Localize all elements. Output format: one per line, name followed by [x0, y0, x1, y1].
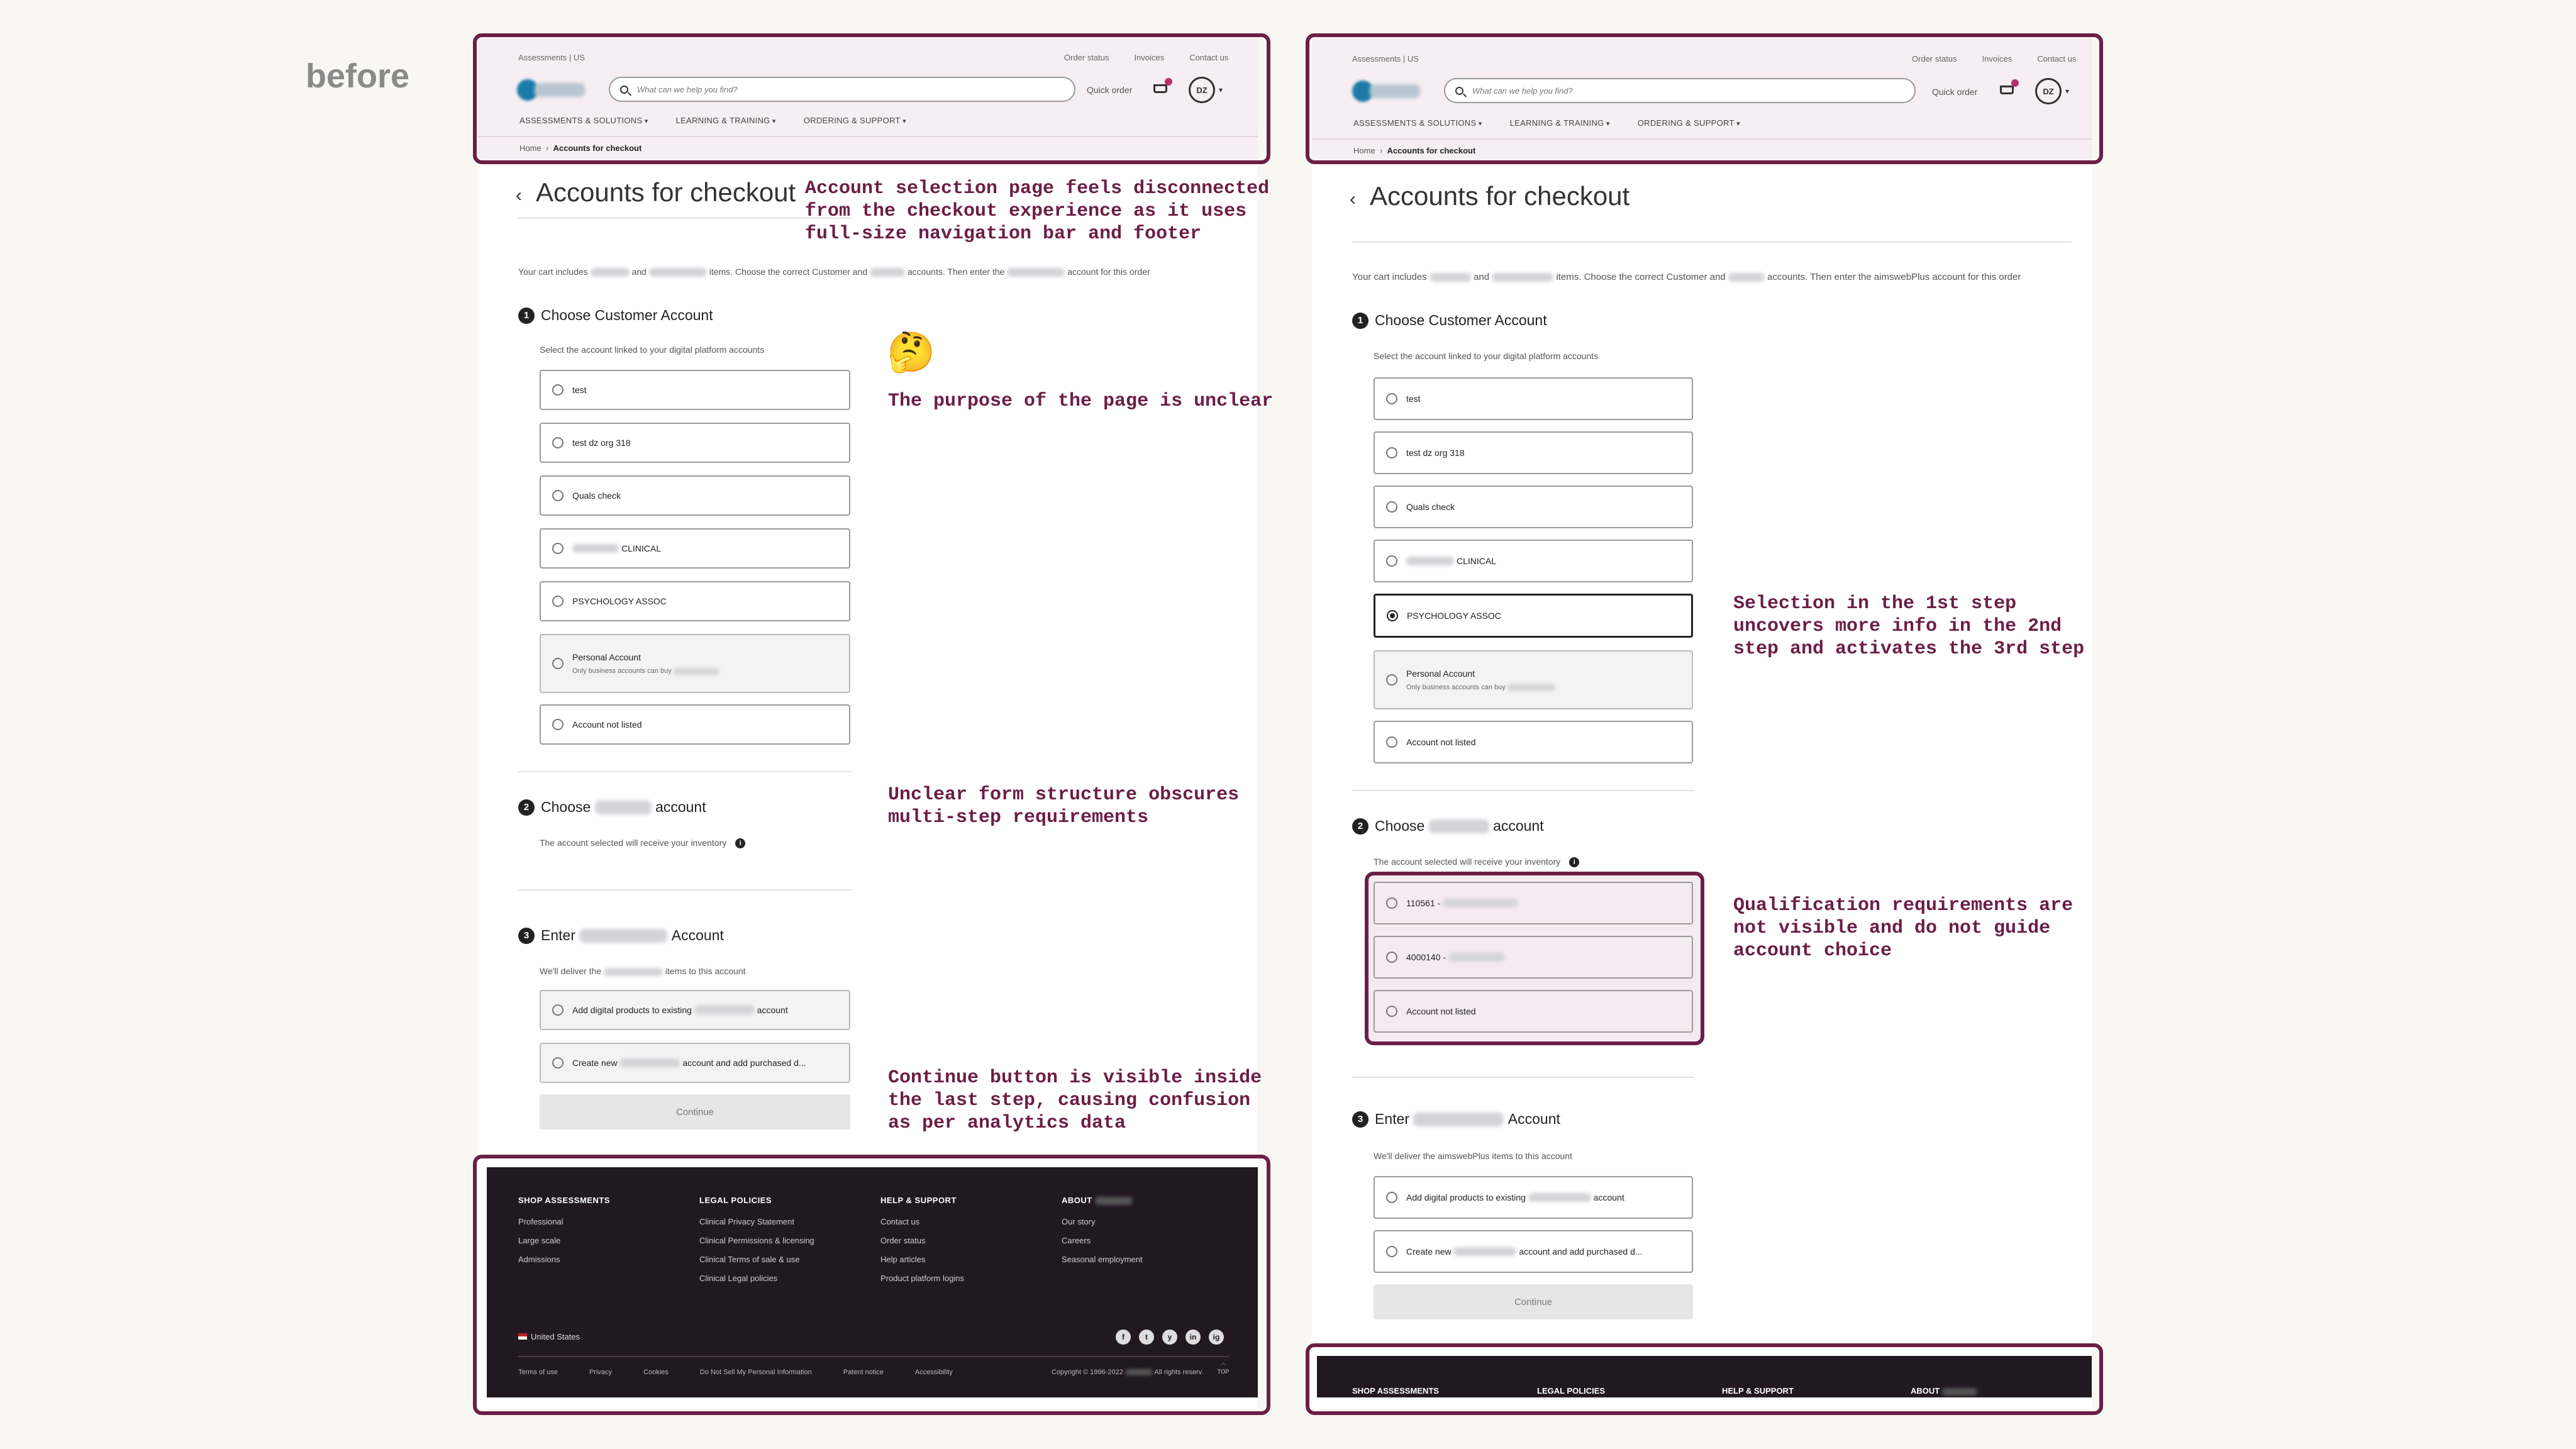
highlight-nav — [473, 33, 1270, 164]
breadcrumb-home[interactable]: Home — [519, 143, 541, 153]
nav-learning[interactable]: LEARNING & TRAINING ▾ — [676, 116, 776, 125]
inventory-account-not-listed[interactable]: Account not listed — [1374, 990, 1693, 1033]
footer-col-about: ABOUT Our story Careers Seasonal employment — [1062, 1196, 1143, 1264]
divider — [518, 771, 852, 772]
nav-learning[interactable]: LEARNING & TRAINING ▾ — [1510, 118, 1610, 128]
instagram-icon[interactable]: ig — [1209, 1330, 1224, 1345]
contact-link[interactable]: Contact us — [1189, 53, 1229, 62]
chevron-down-icon[interactable]: ▾ — [2065, 87, 2070, 96]
breadcrumb-current: Accounts for checkout — [553, 143, 642, 153]
linkedin-icon[interactable]: in — [1185, 1330, 1201, 1345]
thinking-emoji: 🤔 — [887, 331, 936, 374]
intro-text: Your cart includes and items. Choose the correct Customer and accounts. Then enter the account for this order — [518, 267, 1150, 277]
radio[interactable] — [1386, 555, 1397, 567]
youtube-icon[interactable]: y — [1162, 1330, 1177, 1345]
new-account-option[interactable]: Create new account and add purchased d... — [1374, 1230, 1693, 1273]
order-status-link[interactable]: Order status — [1912, 54, 1957, 64]
highlight-footer — [473, 1155, 1270, 1415]
radio[interactable] — [552, 596, 564, 607]
page-title: ‹ Accounts for checkout — [1350, 181, 1630, 211]
chevron-down-icon[interactable]: ▾ — [1219, 86, 1223, 94]
annotation-structure: Unclear form structure obscures multi-step requirements — [888, 784, 1240, 828]
radio[interactable] — [1386, 674, 1397, 686]
radio[interactable] — [1386, 1192, 1397, 1203]
account-option-test[interactable]: test — [540, 370, 850, 410]
account-option-psychology[interactable]: PSYCHOLOGY ASSOC — [1374, 594, 1693, 638]
radio[interactable] — [552, 1004, 564, 1016]
continue-button[interactable]: Continue — [540, 1094, 850, 1130]
radio[interactable] — [1386, 897, 1397, 909]
step-3-title: 3 Enter Account — [1352, 1111, 1560, 1128]
account-option-personal[interactable]: Personal Account Only business accounts can buy — [1374, 650, 1693, 709]
footer-col-legal: LEGAL POLICIES — [1537, 1386, 1606, 1396]
info-icon[interactable]: i — [735, 838, 745, 848]
breadcrumb-current: Accounts for checkout — [1387, 146, 1476, 155]
account-option-test[interactable]: test — [1374, 377, 1693, 420]
intro-text: Your cart includes and items. Choose the correct Customer and accounts. Then enter the aimswebPlus account for this order — [1352, 272, 2021, 282]
twitter-icon[interactable]: t — [1139, 1330, 1154, 1345]
facebook-icon[interactable]: f — [1116, 1330, 1131, 1345]
step-2-title: 2 Choose account — [1352, 818, 1544, 835]
footer-col-shop: SHOP ASSESSMENTS Professional Large scale Admissions — [518, 1196, 610, 1264]
radio[interactable] — [552, 719, 564, 730]
back-chevron-icon[interactable]: ‹ — [1350, 189, 1356, 209]
search-input[interactable]: What can we help you find? — [1444, 78, 1916, 103]
account-option-quals[interactable]: Quals check — [540, 475, 850, 516]
radio[interactable] — [1386, 393, 1397, 404]
footer-col-legal: LEGAL POLICIES Clinical Privacy Statement Clinical Permissions & licensing Clinical Terms of sale & use Clinical Legal policies — [699, 1196, 814, 1283]
radio[interactable] — [1386, 1246, 1397, 1257]
step-3-subtitle: We'll deliver the aimswebPlus items to this account — [1374, 1151, 1572, 1161]
nav-ordering[interactable]: ORDERING & SUPPORT ▾ — [1638, 118, 1740, 128]
invoices-link[interactable]: Invoices — [1134, 53, 1165, 62]
step-3-title: 3 Enter Account — [518, 927, 724, 944]
inventory-account-option-2[interactable]: 4000140 - — [1374, 936, 1693, 979]
invoices-link[interactable]: Invoices — [1982, 54, 2012, 64]
step-2-title: 2 Choose account — [518, 799, 706, 816]
account-option-personal[interactable]: Personal Account Only business accounts can buy — [540, 634, 850, 693]
highlight-nav — [1306, 33, 2103, 164]
breadcrumb: Home › Accounts for checkout — [519, 143, 642, 153]
existing-account-option[interactable]: Add digital products to existing account — [540, 990, 850, 1030]
radio[interactable] — [1386, 736, 1397, 748]
info-icon[interactable]: i — [1569, 857, 1579, 867]
account-option-quals[interactable]: Quals check — [1374, 486, 1693, 528]
account-option-not-listed[interactable]: Account not listed — [540, 704, 850, 745]
copyright: Copyright © 1996-2022 All rights reserv. — [1052, 1368, 1204, 1376]
account-option-clinical[interactable]: CLINICAL — [1374, 540, 1693, 582]
breadcrumb-home[interactable]: Home — [1353, 146, 1375, 155]
radio[interactable] — [1386, 501, 1397, 513]
continue-button[interactable]: Continue — [1374, 1284, 1693, 1319]
utility-label: Assessments | US — [518, 53, 585, 62]
account-option-not-listed[interactable]: Account not listed — [1374, 721, 1693, 763]
step-2-subtitle: The account selected will receive your inventory i — [540, 838, 745, 848]
step-1-title: 1 Choose Customer Account — [1352, 312, 1547, 329]
radio-selected[interactable] — [1387, 610, 1398, 621]
avatar[interactable]: DZ — [2035, 78, 2062, 104]
radio[interactable] — [1386, 447, 1397, 458]
radio[interactable] — [552, 543, 564, 554]
step-2-subtitle: The account selected will receive your inventory i — [1374, 857, 1579, 867]
footer-col-shop: SHOP ASSESSMENTS — [1352, 1386, 1439, 1396]
annotation-selection: Selection in the 1st step uncovers more info in the 2nd step and activates the 3rd step — [1733, 593, 2085, 660]
existing-account-option[interactable]: Add digital products to existing account — [1374, 1176, 1693, 1219]
avatar[interactable]: DZ — [1189, 77, 1215, 103]
step-3-subtitle: We'll deliver the items to this account — [540, 966, 746, 976]
utility-label: Assessments | US — [1352, 54, 1419, 64]
contact-link[interactable]: Contact us — [2037, 54, 2077, 64]
annotation-purpose: The purpose of the page is unclear — [888, 391, 1274, 412]
divider — [518, 889, 852, 891]
radio[interactable] — [552, 490, 564, 501]
divider — [1352, 790, 1694, 791]
annotation-qualification: Qualification requirements are not visible and do not guide account choice — [1733, 895, 2074, 962]
nav-assessments[interactable]: ASSESSMENTS & SOLUTIONS ▾ — [519, 116, 648, 125]
highlight-footer — [1306, 1343, 2103, 1415]
nav-assessments[interactable]: ASSESSMENTS & SOLUTIONS ▾ — [1353, 118, 1482, 128]
radio[interactable] — [1386, 952, 1397, 963]
back-to-top-button[interactable]: ︿ TOP — [1218, 1360, 1230, 1375]
divider — [1352, 242, 2072, 243]
footer-legal-links: Terms of use Privacy Cookies Do Not Sell My Personal Information Patent notice Accessibility — [518, 1368, 953, 1376]
account-option-psychology[interactable]: PSYCHOLOGY ASSOC — [540, 581, 850, 621]
step-1-subtitle: Select the account linked to your digital platform accounts — [540, 345, 765, 355]
back-chevron-icon[interactable]: ‹ — [516, 185, 522, 206]
inventory-account-option-1[interactable]: 110561 - — [1374, 882, 1693, 924]
radio[interactable] — [1386, 1006, 1397, 1017]
radio[interactable] — [552, 1057, 564, 1069]
radio[interactable] — [552, 658, 564, 669]
divider — [518, 218, 852, 219]
new-account-option[interactable]: Create new account and add purchased d... — [540, 1043, 850, 1083]
search-input[interactable]: What can we help you find? — [609, 77, 1075, 102]
footer-col-help: HELP & SUPPORT Contact us Order status Help articles Product platform logins — [880, 1196, 964, 1283]
annotation-nav: Account selection page feels disconnected from the checkout experience as it uses full-size navigation bar and footer — [805, 178, 1270, 245]
step-1-subtitle: Select the account linked to your digital platform accounts — [1374, 351, 1599, 361]
account-option-test-dz[interactable]: test dz org 318 — [1374, 431, 1693, 474]
country-selector[interactable]: United States — [518, 1332, 580, 1341]
quick-order-link[interactable]: Quick order — [1932, 87, 1978, 97]
nav-ordering[interactable]: ORDERING & SUPPORT ▾ — [804, 116, 906, 125]
account-option-clinical[interactable]: CLINICAL — [540, 528, 850, 569]
annotation-continue: Continue button is visible inside the last step, causing confusion as per analytics data — [888, 1067, 1262, 1134]
radio[interactable] — [552, 437, 564, 448]
footer-col-about: ABOUT — [1911, 1386, 1977, 1396]
footer-col-help: HELP & SUPPORT — [1722, 1386, 1794, 1396]
radio[interactable] — [552, 384, 564, 396]
quick-order-link[interactable]: Quick order — [1087, 85, 1133, 95]
breadcrumb: Home › Accounts for checkout — [1353, 146, 1476, 155]
step-1-title: 1 Choose Customer Account — [518, 307, 713, 324]
page-title: ‹ Accounts for checkout — [516, 177, 796, 207]
divider — [1352, 1077, 1694, 1078]
order-status-link[interactable]: Order status — [1064, 53, 1109, 62]
account-option-test-dz[interactable]: test dz org 318 — [540, 423, 850, 463]
section-title: before — [306, 57, 410, 95]
